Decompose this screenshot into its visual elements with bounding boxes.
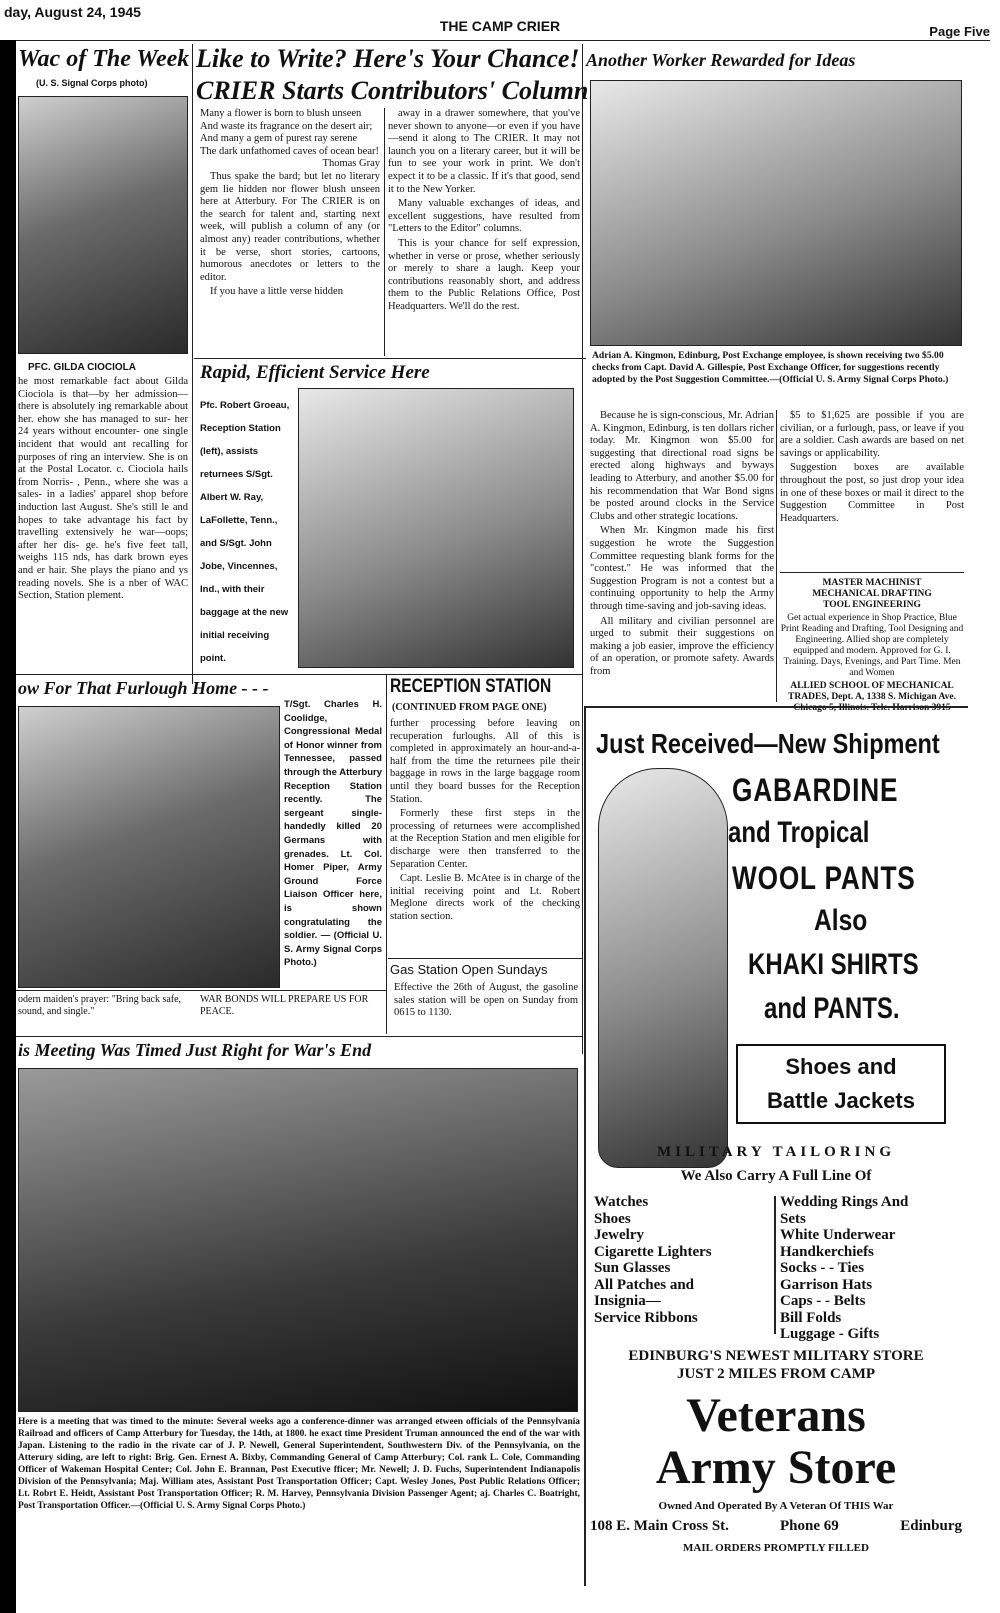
reception-paragraph: Capt. Leslie B. McAtee is in charge of the initial receiving point and Lt. Robert Meglone directs work of the checking station section. bbox=[390, 873, 580, 922]
ad-right-list bbox=[780, 1194, 964, 1344]
veterans-army-store-ad bbox=[588, 712, 964, 1582]
worker-column-1 bbox=[590, 410, 774, 702]
ad-battle-jackets: Battle Jackets bbox=[767, 1088, 915, 1113]
ad-item: Bill Folds bbox=[780, 1309, 842, 1326]
gas-text: Effective the 26th of August, the gasoline sales station will be open on Sunday from 0615 to 1130. bbox=[394, 982, 578, 1019]
ad-gabardine: GABARDINE bbox=[732, 772, 899, 808]
ad-two-miles: JUST 2 MILES FROM CAMP bbox=[676, 1366, 876, 1382]
ad-item: Sets bbox=[780, 1210, 806, 1227]
ad-item: Handkerchiefs bbox=[780, 1243, 874, 1260]
contrib-paragraph: Thus spake the bard; but let no literary gem lie hidden nor flower blush unseen here at Atterbury. For The CRIER is on the search for talent and, starting next week, will publish a column of any (or almost any) reader contributions, whether it be verse, short stories, cartoons, humorous anecdotes or letters to the editor. bbox=[200, 170, 380, 283]
shoes-box bbox=[736, 1044, 946, 1124]
wac-name: PFC. GILDA CIOCIOLA bbox=[28, 362, 136, 373]
worker-column-2 bbox=[780, 410, 964, 570]
wac-headline: Wac of The Week bbox=[18, 46, 190, 72]
contrib-headline-1: Like to Write? Here's Your Chance! bbox=[196, 44, 580, 73]
reception-continued: (CONTINUED FROM PAGE ONE) bbox=[392, 702, 547, 713]
ad-veterans: Veterans bbox=[686, 1389, 866, 1442]
machinist-line-3: TOOL ENGINEERING bbox=[823, 600, 921, 610]
wac-portrait-photo bbox=[18, 96, 188, 354]
ad-item: Insignia— bbox=[594, 1293, 661, 1309]
ad-item: Sun Glasses bbox=[594, 1260, 671, 1276]
ad-wool-pants: WOOL PANTS bbox=[732, 860, 916, 896]
page-number: Page Five bbox=[929, 24, 990, 39]
ad-item: Watches bbox=[594, 1194, 649, 1210]
machinist-ad bbox=[780, 578, 964, 713]
reception-paragraph: further processing before leaving on recuperation furloughs. All of this is completed in approximately an hour-and-a-half from the time the returnees pile their baggage in rows in the large baggage room until they board busses for the Reception Station. bbox=[390, 718, 580, 805]
war-bonds-filler: WAR BONDS WILL PREPARE US FOR PEACE. bbox=[200, 994, 369, 1017]
rapid-caption: Pfc. Robert Groeau, Reception Station (left), assists returnees S/Sgt. Albert W. Ray, LaFollette, Tenn., and S/Sgt. John Jobe, Vincennes, Ind., with their baggage at the new initial receiving point. bbox=[200, 400, 290, 664]
ad-item: Cigarette Lighters bbox=[594, 1243, 712, 1260]
worker-paragraph: Because he is sign-conscious, Mr. Adrian A. Kingmon, Edinburg, is ten dollars richer today. Mr. Kingmon won $5.00 for suggesting that directional road signs be erected along highways and byways leading to Atterbury, and another $5.00 for his recommendation that War Bond signs be posted around clocks in the Service Clubs and other strategic locations. bbox=[590, 410, 774, 522]
contrib-paragraph: away in a drawer somewhere, that you've never shown to anyone—or even if you have—send it along to The CRIER. It may not launch you on a literary career, but it will be fun to see your work in print. We don't expect it to be a classic. If it's that good, send it to the New Yorker. bbox=[388, 108, 580, 195]
poem-line-1: Many a flower is born to blush unseen bbox=[200, 108, 362, 119]
poem-line-3: And many a gem of purest ray serene bbox=[200, 133, 358, 145]
furlough-photo bbox=[18, 706, 280, 988]
poem-line-4: The dark unfathomed caves of ocean bear! bbox=[200, 145, 379, 157]
reception-headline: RECEPTION STATION bbox=[390, 676, 552, 697]
wac-photo-credit: (U. S. Signal Corps photo) bbox=[36, 78, 148, 88]
ad-full-line: We Also Carry A Full Line Of bbox=[680, 1168, 872, 1184]
ad-item: Jewelry bbox=[594, 1227, 644, 1243]
ad-item: White Underwear bbox=[780, 1227, 896, 1243]
ad-item: Caps - - Belts bbox=[780, 1293, 866, 1309]
rapid-service-photo bbox=[298, 388, 574, 668]
ad-army-store: Army Store bbox=[655, 1441, 897, 1494]
worker-paragraph: Suggestion boxes are available throughout the post, so just drop your idea in one of these boxes or mail it direct to the Suggestion Committee in Post Headquarters. bbox=[780, 462, 964, 524]
maiden-prayer: odern maiden's prayer: "Bring back safe, sound, and single." bbox=[18, 994, 182, 1017]
ad-and-pants: and PANTS. bbox=[764, 992, 900, 1025]
wac-article-text: he most remarkable fact about Gilda Ciociola is that—by her admission—there is absolutely ing remarkable about her. ehow she has managed to sur- her 24 years without encounter- one single incident that would ant recalling for purposes of ring an interview. She is on at the Postal Locator. c. Ciociola hails from Norris- , Penn., where she was a sales- in a ladies' apparel shop before induction last August. She's still le and hopes to take advantage his fact by travelling extensively he war—oops; after her dis- ge. he's five feet tall, weighs 115 nds, has dark brown eyes and er hair. She plays the piano and ys reading novels. She is a nber of WAC Section, Station plement. bbox=[18, 376, 188, 602]
furlough-caption: T/Sgt. Charles H. Coolidge, Congressional Medal of Honor winner from Tennessee, passed through the Atterbury Reception Station recently. The sergeant single-handedly killed 20 Germans with grenades. Lt. Col. Homer Piper, Army Ground Force Liaison Officer here, is shown congratulating the soldier. — (Official U. S. Army Signal Corps Photo.) bbox=[284, 699, 382, 969]
poem-line-2: And waste its fragrance on the desert air; bbox=[200, 120, 373, 132]
machinist-line-2: MECHANICAL DRAFTING bbox=[812, 589, 932, 599]
ad-item: Wedding Rings And bbox=[780, 1194, 909, 1210]
ad-shoes: Shoes and bbox=[785, 1054, 897, 1079]
contrib-paragraph: Many valuable exchanges of ideas, and excellent suggestions, have resulted from "Letters to the Editor" columns. bbox=[388, 198, 580, 235]
contrib-paragraph: If you have a little verse hidden bbox=[210, 286, 343, 298]
furlough-headline: ow For That Furlough Home - - - bbox=[18, 678, 269, 698]
reception-text bbox=[390, 718, 580, 958]
soldier-illustration bbox=[598, 768, 728, 1168]
issue-date: day, August 24, 1945 bbox=[4, 4, 141, 20]
ad-khaki-shirts: KHAKI SHIRTS bbox=[748, 948, 919, 981]
contrib-column-1 bbox=[200, 108, 380, 356]
ad-item: Shoes bbox=[594, 1210, 631, 1227]
ad-item: Socks - - Ties bbox=[780, 1260, 865, 1276]
worker-paragraph: When Mr. Kingmon made his first suggestion he wrote the Suggestion Committee requesting blank forms for the "contest." He was informed that the Suggestion Program is not a contest but a continuing opportunity to help the Army through time-saving and job-saving ideas. bbox=[590, 525, 774, 612]
reception-paragraph: Formerly these first steps in the processing of returnees were accomplished at the Reception Station and men eligible for discharge were then transferred to the Separation Center. bbox=[390, 808, 580, 870]
worker-paragraph: All military and civilian personnel are urged to submit their suggestions on making a job easier, improve the efficiency of an operation, or promote safety. Awards from bbox=[590, 615, 774, 677]
ad-owned: Owned And Operated By A Veteran Of THIS War bbox=[658, 1500, 894, 1512]
contrib-paragraph: This is your chance for self expression, whether in verse or prose, whether seriously or merely to share a laugh. Keep your contributions reasonably short, and address them to the Public Relations Office, Post Headquarters. We'll do the rest. bbox=[388, 237, 580, 312]
newspaper-name: THE CAMP CRIER bbox=[439, 18, 561, 34]
ad-item: Garrison Hats bbox=[780, 1276, 873, 1293]
meeting-photo bbox=[18, 1068, 578, 1412]
ad-also: Also bbox=[814, 904, 868, 937]
worker-photo bbox=[590, 80, 962, 346]
contrib-headline-2: CRIER Starts Contributors' Column bbox=[196, 76, 589, 105]
ad-mail-orders: MAIL ORDERS PROMPTLY FILLED bbox=[683, 1542, 869, 1554]
ad-phone: Phone 69 bbox=[780, 1518, 839, 1534]
ad-top-line: Just Received—New Shipment bbox=[596, 728, 940, 759]
ad-left-list bbox=[594, 1194, 780, 1334]
ad-newest-store: EDINBURG'S NEWEST MILITARY STORE bbox=[628, 1348, 924, 1364]
poem-author: Thomas Gray bbox=[322, 158, 380, 170]
ad-item: Luggage - Gifts bbox=[780, 1326, 880, 1342]
meeting-headline: is Meeting Was Timed Just Right for War's End bbox=[18, 1040, 372, 1060]
ad-item: Service Ribbons bbox=[594, 1309, 698, 1326]
machinist-school: ALLIED SCHOOL OF MECHANICAL TRADES, Dept. A, 1338 S. Michigan Ave. Chicago 5, Illinois. Tele. Harrison 3915 bbox=[788, 681, 956, 713]
ad-item: All Patches and bbox=[594, 1276, 695, 1293]
worker-paragraph: $5 to $1,625 are possible if you are civilian, or a furlough, pass, or leave if you are a soldier. Cash awards are based on net savings or applicability. bbox=[780, 410, 964, 459]
machinist-text: Get actual experience in Shop Practice, Blue Print Reading and Drafting, Tool Designing and Engineering. Allied shop are completely equipped and modern. Approved for G. I. Training. Days, Evenings, and Part Time. Men and Women bbox=[780, 613, 964, 678]
machinist-line-1: MASTER MACHINIST bbox=[822, 578, 922, 588]
ad-tropical: and Tropical bbox=[728, 816, 870, 849]
ad-address: 108 E. Main Cross St. bbox=[590, 1518, 729, 1534]
worker-headline: Another Worker Rewarded for Ideas bbox=[586, 50, 856, 70]
left-edge-shadow bbox=[0, 40, 16, 1613]
ad-military-tailoring: MILITARY TAILORING bbox=[656, 1144, 896, 1160]
contrib-column-2 bbox=[388, 108, 580, 356]
meeting-caption: Here is a meeting that was timed to the minute: Several weeks ago a conference-dinner was arranged etween officials of the Pennsylvania Railroad and officers of Camp Atterbury for Tuesday, the 14th, at 1800. he exact time President Truman announced the end of the war with Japan. Listening to the radio in the rivate car of J. P. Newell, General Superintendent, Southwestern Div. of the Pennsylvania, on the Atterury siding, are left to right: Brig. Gen. Ernest A. Bixby, Commanding General of Camp Atterbury; Col. rank L. Cole, Commanding Officer of Wakeman Hospital Center; Col. John E. Brannan, Post Executive fficer; Mr. Newell; J. D. Fuchs, Superintendent Indianapolis Division of the Pennsylvania; Maj. William ates, Assistant Post Transportation Officer; Capt. Wesley Jones, Post Public Relations Officer; Lt. Robrt E. Heidt, Assistant Post Transportation Officer; R. M. Harvey, Pennsylvania Division Passenger Agent; aj. Charles C. Boatright, Post Transportation Officer.—(Official U. S. Army Signal Corps Photo.) bbox=[18, 1417, 580, 1511]
worker-caption: Adrian A. Kingmon, Edinburg, Post Exchange employee, is shown receiving two $5.00 checks from Capt. David A. Gillespie, Post Exchange Officer, for suggestions recently adopted by the Post Suggestion Committee.—(Official U. S. Army Signal Corps Photo.) bbox=[592, 350, 949, 385]
ad-town: Edinburg bbox=[900, 1518, 962, 1534]
rapid-headline: Rapid, Efficient Service Here bbox=[200, 362, 430, 383]
gas-headline: Gas Station Open Sundays bbox=[390, 962, 548, 977]
